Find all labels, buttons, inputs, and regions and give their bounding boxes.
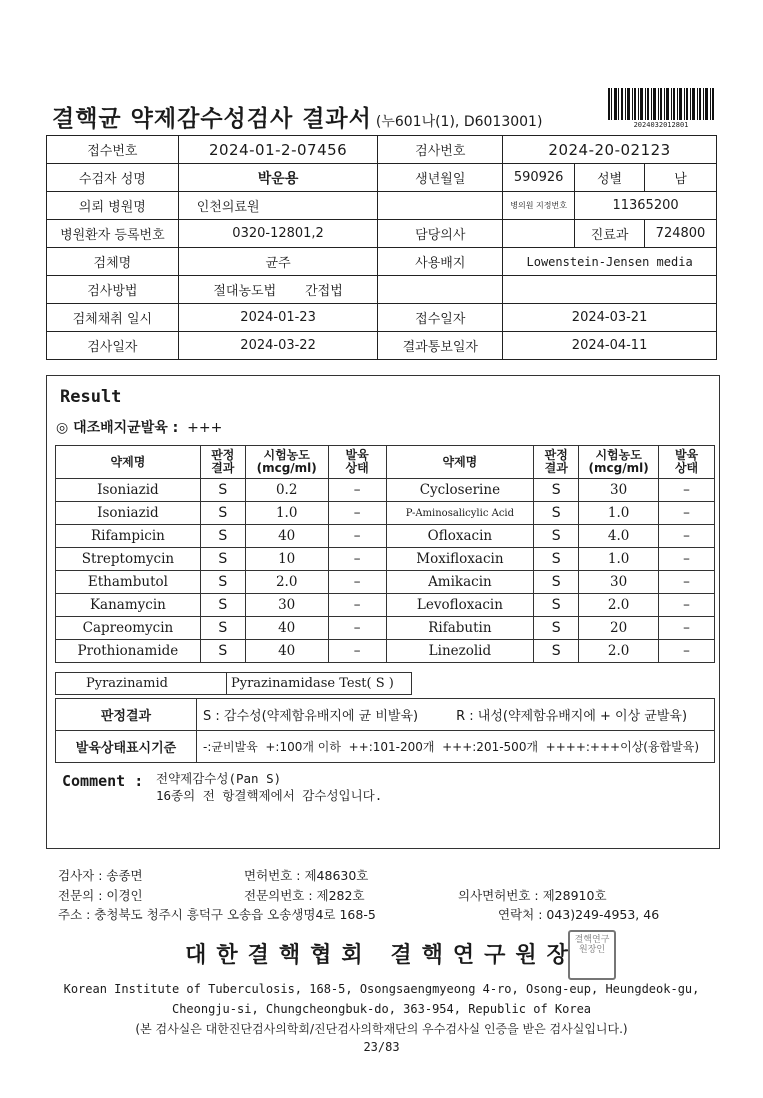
name-label: 수검자 성명: [47, 164, 179, 192]
drug-conc-cell: 40: [245, 525, 328, 548]
drug-judge-cell: S: [200, 502, 245, 525]
drug-row: [56, 548, 715, 571]
barcode-number: 20240320128​01: [633, 121, 689, 129]
exam-date: 2024-03-22: [178, 332, 378, 360]
growth-std: -:균비발육 +:100개 이하 ++:101-200개 +++:201-500개 ++++:+++이상(융합발육): [197, 731, 715, 763]
drug-judge-cell: S: [534, 594, 579, 617]
control-growth-value: +++: [187, 420, 223, 436]
comment-label: Comment :: [62, 772, 144, 790]
dob: 590926: [503, 164, 575, 192]
title-code: (누601나(1), D6013001): [375, 114, 543, 130]
drug-judge-cell: S: [534, 617, 579, 640]
drug-row: [56, 594, 715, 617]
hospital-label: 의뢰 병원명: [47, 192, 179, 220]
drug-growth-cell: –: [659, 617, 715, 640]
growth-key: 발육상태표시기준: [56, 731, 197, 763]
specialist-no: 전문의번호 : 제282호: [244, 888, 365, 903]
col-conc-2: 시험농도 (mcg/ml): [579, 446, 659, 479]
comment-line-1: 전약제감수성(Pan S): [156, 771, 282, 786]
drug-growth-cell: –: [659, 502, 715, 525]
judge-r: R : 내성(약제함유배지에 + 이상 균발육): [456, 709, 688, 724]
drug-judge-cell: S: [534, 479, 579, 502]
dob-label: 생년월일: [378, 164, 503, 192]
official-seal-icon: 결핵연구원장인: [568, 930, 616, 980]
drug-judge-cell: S: [200, 548, 245, 571]
drug-conc-cell: 40: [245, 640, 328, 663]
drug-row: [56, 502, 715, 525]
comment-text: [156, 770, 382, 804]
judge-s: S : 감수성(약제함유배지에 균 비발육): [203, 709, 419, 724]
drug-drug-cell: Rifabutin: [386, 617, 534, 640]
drug-conc-cell: 0.2: [245, 479, 328, 502]
drug-growth-cell: –: [659, 640, 715, 663]
receipt-no-label: 접수번호: [47, 136, 179, 164]
drug-conc-cell: 20: [579, 617, 659, 640]
control-growth: [56, 417, 222, 437]
specialist: 전문의 : 이경인: [58, 888, 143, 903]
collect-date: 2024-01-23: [178, 304, 378, 332]
drug-growth-cell: –: [328, 594, 386, 617]
sex: 남: [645, 164, 717, 192]
dept: 724800: [645, 220, 717, 248]
drug-conc-cell: 1.0: [245, 502, 328, 525]
drug-growth-cell: –: [328, 571, 386, 594]
drug-judge-cell: S: [534, 525, 579, 548]
address: 주소 : 충청북도 청주시 흥덕구 오송읍 오송생명4로 168-5: [58, 907, 376, 922]
drug-table: [55, 445, 715, 663]
col-judge: 판정 결과: [200, 446, 245, 479]
drug-growth-cell: –: [659, 479, 715, 502]
drug-judge-cell: S: [200, 617, 245, 640]
drug-growth-cell: –: [328, 502, 386, 525]
drug-row: [56, 640, 715, 663]
pyrazinamide-row: [55, 672, 412, 695]
drug-drug-cell: Capreomycin: [56, 617, 201, 640]
drug-growth-cell: –: [328, 617, 386, 640]
drug-judge-cell: S: [534, 640, 579, 663]
col-growth: 발육 상태: [328, 446, 386, 479]
col-conc: 시험농도 (mcg/ml): [245, 446, 328, 479]
title-text: 결핵균 약제감수성검사 결과서: [52, 106, 372, 132]
judge-key: 판정결과: [56, 699, 197, 731]
drug-growth-cell: –: [659, 525, 715, 548]
designated-no: 11365200: [575, 192, 717, 220]
patient-name: 박운용: [178, 164, 378, 192]
drug-judge-cell: S: [200, 594, 245, 617]
result-title: Result: [60, 387, 122, 407]
dept-label: 진료과: [575, 220, 645, 248]
drug-drug-cell: Kanamycin: [56, 594, 201, 617]
exam-no: 2024-20-02123: [503, 136, 717, 164]
english-address-2: Cheongju-si, Chungcheongbuk-do, 363-954, Republic of Korea: [171, 1002, 592, 1016]
english-address-1: Korean Institute of Tuberculosis, 168-5, Osongsaengmyeong 4-ro, Osong-eup, Heungdeok-gu,: [63, 982, 700, 996]
drug-conc-cell: 2.0: [579, 640, 659, 663]
document-title: [52, 100, 542, 133]
drug-row: [56, 525, 715, 548]
doctor-license: 의사면허번호 : 제28910호: [458, 888, 607, 903]
col-drug: 약제명: [56, 446, 201, 479]
sex-label: 성별: [575, 164, 645, 192]
patient-info-table: [46, 135, 717, 360]
drug-drug-cell: Ofloxacin: [386, 525, 534, 548]
contact: 연락처 : 043)249-4953, 46: [498, 907, 660, 922]
drug-growth-cell: –: [328, 548, 386, 571]
certification-note: (본 검사실은 대한진단검사의학회/진단검사의학재단의 우수검사실 인증을 받은 검사실입니다.): [135, 1022, 628, 1036]
drug-growth-cell: –: [659, 571, 715, 594]
pza-label: Pyrazinamid: [56, 673, 227, 695]
drug-drug-cell: Rifampicin: [56, 525, 201, 548]
drug-conc-cell: 30: [245, 594, 328, 617]
examiner: 검사자 : 송종면: [58, 868, 143, 883]
hospital: 인천의료원: [178, 192, 378, 220]
collect-label: 검체채취 일시: [47, 304, 179, 332]
method-2: 간접법: [305, 284, 343, 299]
drug-drug-cell: Levofloxacin: [386, 594, 534, 617]
notify-label: 결과통보일자: [378, 332, 503, 360]
drug-judge-cell: S: [534, 548, 579, 571]
drug-conc-cell: 30: [579, 571, 659, 594]
comment-line-2: 16종의 전 항결핵제에서 감수성입니다.: [156, 788, 383, 803]
drug-conc-cell: 40: [245, 617, 328, 640]
drug-conc-cell: 10: [245, 548, 328, 571]
receipt-no: 2024-01-2-07456: [178, 136, 378, 164]
receipt-date-label: 접수일자: [378, 304, 503, 332]
drug-conc-cell: 2.0: [579, 594, 659, 617]
drug-drug-cell: Prothionamide: [56, 640, 201, 663]
drug-conc-cell: 2.0: [245, 571, 328, 594]
drug-growth-cell: –: [328, 525, 386, 548]
notify-date: 2024-04-11: [503, 332, 717, 360]
drug-row: [56, 617, 715, 640]
method-1: 절대농도법: [213, 284, 277, 299]
patient-reg: 0320-12801,2: [178, 220, 378, 248]
receipt-date: 2024-03-21: [503, 304, 717, 332]
drug-table-header: [56, 446, 715, 479]
drug-drug-cell: Linezolid: [386, 640, 534, 663]
drug-judge-cell: S: [200, 525, 245, 548]
drug-conc-cell: 1.0: [579, 548, 659, 571]
barcode-icon: [606, 88, 716, 120]
drug-growth-cell: –: [328, 640, 386, 663]
medium: Lowenstein-Jensen media: [503, 248, 717, 276]
specimen-label: 검체명: [47, 248, 179, 276]
drug-row: [56, 479, 715, 502]
drug-growth-cell: –: [328, 479, 386, 502]
col-judge-2: 판정 결과: [534, 446, 579, 479]
drug-judge-cell: S: [200, 571, 245, 594]
designated-label: 병의원 지정번호: [503, 192, 575, 220]
col-drug-2: 약제명: [386, 446, 534, 479]
exam-date-label: 검사일자: [47, 332, 179, 360]
drug-judge-cell: S: [534, 571, 579, 594]
drug-row: [56, 571, 715, 594]
license-no: 면허번호 : 제48630호: [244, 868, 369, 883]
patient-reg-label: 병원환자 등록번호: [47, 220, 179, 248]
judge-legend-table: [55, 698, 715, 763]
control-growth-label: ◎ 대조배지균발육 :: [56, 420, 179, 436]
drug-drug-cell: Isoniazid: [56, 502, 201, 525]
drug-growth-cell: –: [659, 548, 715, 571]
method-label: 검사방법: [47, 276, 179, 304]
doctor-label: 담당의사: [378, 220, 503, 248]
drug-judge-cell: S: [200, 479, 245, 502]
col-growth-2: 발육 상태: [659, 446, 715, 479]
page-number: 23/83: [363, 1040, 400, 1054]
organization-name: 대한결핵협회 결핵연구원장: [185, 943, 578, 968]
specimen: 균주: [178, 248, 378, 276]
drug-conc-cell: 1.0: [579, 502, 659, 525]
pza-value: Pyrazinamidase Test( S ): [227, 673, 412, 695]
medium-label: 사용배지: [378, 248, 503, 276]
drug-drug-cell: Streptomycin: [56, 548, 201, 571]
drug-growth-cell: –: [659, 594, 715, 617]
drug-drug-cell: Ethambutol: [56, 571, 201, 594]
drug-drug-cell: Amikacin: [386, 571, 534, 594]
drug-conc-cell: 4.0: [579, 525, 659, 548]
drug-drug-cell: Isoniazid: [56, 479, 201, 502]
drug-drug-cell: P-Aminosalicylic Acid: [386, 502, 534, 525]
drug-drug-cell: Moxifloxacin: [386, 548, 534, 571]
drug-drug-cell: Cycloserine: [386, 479, 534, 502]
drug-judge-cell: S: [200, 640, 245, 663]
drug-judge-cell: S: [534, 502, 579, 525]
drug-conc-cell: 30: [579, 479, 659, 502]
exam-no-label: 검사번호: [378, 136, 503, 164]
